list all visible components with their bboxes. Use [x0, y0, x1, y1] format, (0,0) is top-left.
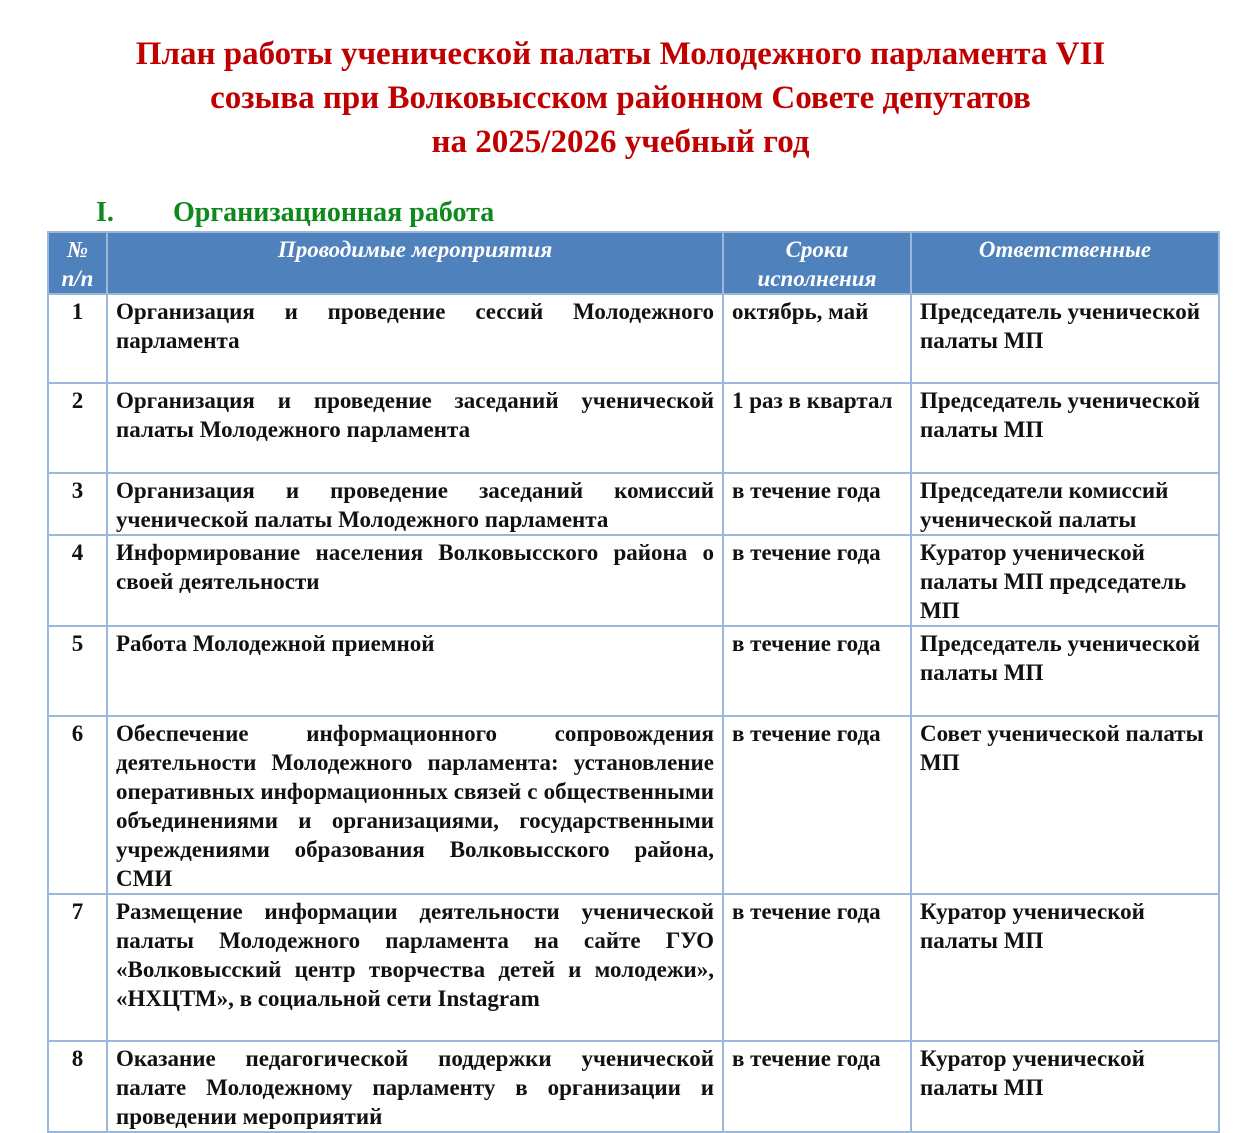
table-header: [48, 232, 1219, 294]
table-row: [48, 535, 1219, 626]
page-title: [0, 33, 1241, 165]
cell-resp: Куратор ученической палаты МП: [911, 1041, 1219, 1132]
cell-due: в течение года: [723, 535, 911, 626]
cell-resp: Председатель ученической палаты МП: [911, 626, 1219, 716]
section-title: Организационная работа: [173, 197, 495, 228]
column-header-due: Сроки исполнения: [723, 232, 911, 294]
cell-due: в течение года: [723, 894, 911, 1041]
header-row: [48, 232, 1219, 294]
cell-resp: Председатели комиссий ученической палаты: [911, 473, 1219, 535]
cell-task: Информирование населения Волковысского района о своей деятельности: [107, 535, 723, 626]
cell-num: 4: [48, 535, 107, 626]
cell-due: 1 раз в квартал: [723, 383, 911, 473]
cell-task: Работа Молодежной приемной: [107, 626, 723, 716]
table-row: [48, 626, 1219, 716]
cell-resp: Куратор ученической палаты МП: [911, 894, 1219, 1041]
cell-task: Обеспечение информационного сопровождения деятельности Молодежного парламента: установление оперативных информационных связей с общественными объединениями и организациями, государственными учреждениями образования Волковысского района, СМИ: [107, 716, 723, 894]
cell-due: в течение года: [723, 716, 911, 894]
cell-resp: Председатель ученической палаты МП: [911, 294, 1219, 383]
section-heading: [96, 197, 494, 229]
column-header-num: № п/п: [48, 232, 107, 294]
table-row: [48, 473, 1219, 535]
table-body: [48, 294, 1219, 1132]
page-title-line: созыва при Волковысском районном Совете депутатов: [210, 79, 1031, 116]
table-row: [48, 294, 1219, 383]
page-title-line: на 2025/2026 учебный год: [431, 123, 810, 160]
cell-task: Оказание педагогической поддержки ученической палате Молодежному парламенту в организации и проведении мероприятий: [107, 1041, 723, 1132]
page-title-line: План работы ученической палаты Молодежного парламента VII: [135, 36, 1106, 72]
cell-due: в течение года: [723, 1041, 911, 1132]
table-row: [48, 383, 1219, 473]
cell-num: 7: [48, 894, 107, 1041]
cell-resp: Председатель ученической палаты МП: [911, 383, 1219, 473]
column-header-resp: Ответственные: [911, 232, 1219, 294]
cell-task: Организация и проведение заседаний комиссий ученической палаты Молодежного парламента: [107, 473, 723, 535]
table-row: [48, 894, 1219, 1041]
cell-task: Организация и проведение сессий Молодежного парламента: [107, 294, 723, 383]
cell-resp: Совет ученической палаты МП: [911, 716, 1219, 894]
cell-num: 5: [48, 626, 107, 716]
cell-num: 6: [48, 716, 107, 894]
cell-num: 2: [48, 383, 107, 473]
section-number: I.: [96, 197, 114, 228]
cell-due: в течение года: [723, 473, 911, 535]
cell-due: в течение года: [723, 626, 911, 716]
column-header-task: Проводимые мероприятия: [107, 232, 723, 294]
plan-table: [47, 231, 1220, 1133]
cell-num: 3: [48, 473, 107, 535]
cell-task: Организация и проведение заседаний ученической палаты Молодежного парламента: [107, 383, 723, 473]
cell-task: Размещение информации деятельности ученической палаты Молодежного парламента на сайте ГУО «Волковысский центр творчества детей и молодежи», «НХЦТМ», в социальной сети Instagram: [107, 894, 723, 1041]
cell-num: 1: [48, 294, 107, 383]
table-row: [48, 716, 1219, 894]
cell-num: 8: [48, 1041, 107, 1132]
cell-resp: Куратор ученической палаты МП председатель МП: [911, 535, 1219, 626]
cell-due: октябрь, май: [723, 294, 911, 383]
table-row: [48, 1041, 1219, 1132]
